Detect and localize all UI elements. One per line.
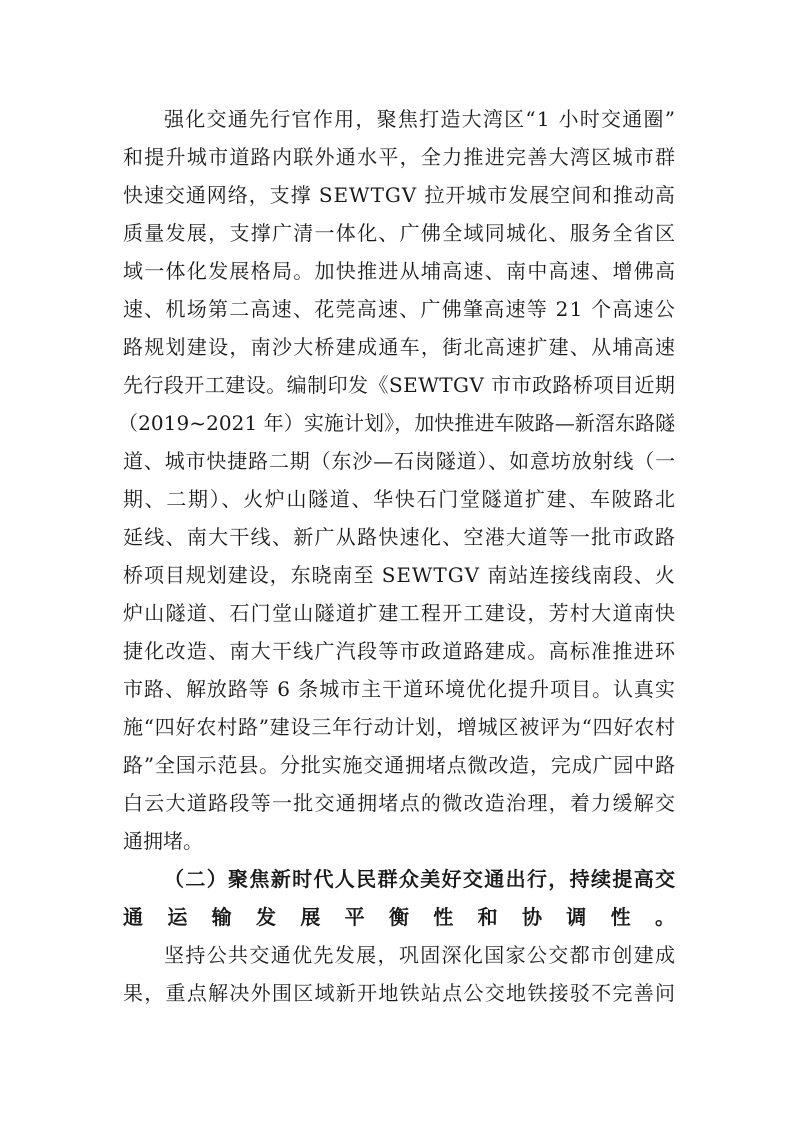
paragraph-1-line-17: 施“四好农村路”建设三年行动计划，增城区被评为“四好农村 <box>123 715 676 739</box>
paragraph-1-line-7: 路规划建设，南沙大桥建成通车，街北高速扩建、从埔高速 <box>123 335 677 359</box>
paragraph-1-line-13: 桥项目规划建设，东晓南至 SEWTGV 南站连接线南段、火 <box>123 563 676 587</box>
paragraph-1-line-20: 通拥堵。 <box>123 829 203 853</box>
paragraph-1-line-12: 延线、南大干线、新广从路快速化、空港大道等一批市政路 <box>123 525 677 549</box>
paragraph-1-line-2: 和提升城市道路内联外通水平，全力推进完善大湾区城市群 <box>123 145 677 169</box>
paragraph-1-line-4: 质量发展，支撑广清一体化、广佛全域同城化、服务全省区 <box>123 221 677 245</box>
paragraph-1-line-19: 白云大道路段等一批交通拥堵点的微改造治理，着力缓解交 <box>123 791 677 815</box>
paragraph-1-line-10: 道、城市快捷路二期（东沙—石岗隧道）、如意坊放射线（一 <box>123 449 676 473</box>
section-heading-line-2: 通运输发展平衡性和协调性。 <box>123 905 700 929</box>
paragraph-1-line-14: 炉山隧道、石门堂山隧道扩建工程开工建设，芳村大道南快 <box>123 601 677 625</box>
paragraph-1-line-3: 快速交通网络，支撑 SEWTGV 拉开城市发展空间和推动高 <box>123 183 676 207</box>
section-heading-line-1: （二）聚焦新时代人民群众美好交通出行，持续提高交 <box>164 867 677 891</box>
paragraph-1-line-11: 期、二期）、火炉山隧道、华快石门堂隧道扩建、车陂路北 <box>123 487 677 511</box>
paragraph-1-line-6: 速、机场第二高速、花莞高速、广佛肇高速等 21 个高速公 <box>123 297 677 321</box>
paragraph-1-line-1: 强化交通先行官作用，聚焦打造大湾区“1 小时交通圈” <box>164 107 677 131</box>
paragraph-1-line-16: 市路、解放路等 6 条城市主干道环境优化提升项目。认真实 <box>123 677 676 701</box>
paragraph-1-line-5: 域一体化发展格局。加快推进从埔高速、南中高速、增佛高 <box>123 259 677 283</box>
paragraph-2-line-1: 坚持公共交通优先发展，巩固深化国家公交都市创建成 <box>164 943 677 967</box>
paragraph-1-line-9: （2019~2021 年）实施计划》，加快推进车陂路—新滘东路隧 <box>118 411 676 435</box>
paragraph-1-line-8: 先行段开工建设。编制印发《SEWTGV 市市政路桥项目近期 <box>123 373 676 397</box>
paragraph-1-line-15: 捷化改造、南大干线广汽段等市政道路建成。高标准推进环 <box>123 639 677 663</box>
paragraph-2-line-2: 果，重点解决外围区域新开地铁站点公交地铁接驳不完善问 <box>123 981 677 1005</box>
paragraph-1-line-18: 路”全国示范县。分批实施交通拥堵点微改造，完成广园中路 <box>123 753 676 777</box>
